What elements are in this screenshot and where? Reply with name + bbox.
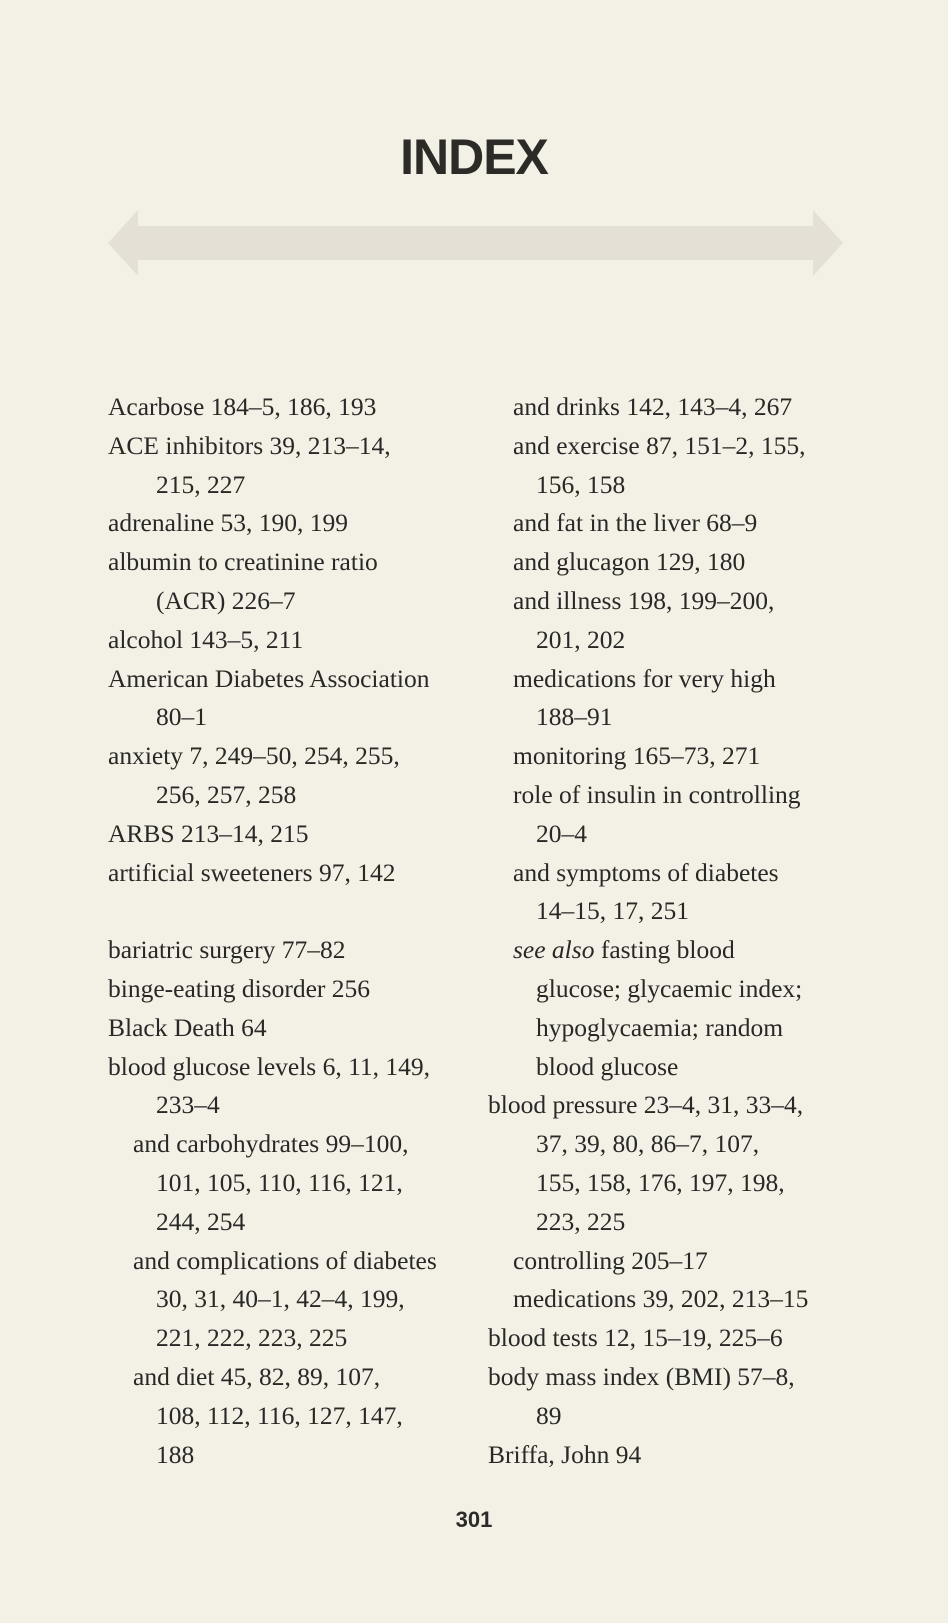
index-entry	[488, 1319, 908, 1358]
page-title: INDEX	[400, 129, 548, 185]
index-entry-text: bariatric surgery 77–82	[108, 935, 346, 965]
index-entry-text: role of insulin in controlling	[513, 779, 801, 809]
index-entry-text: 30, 31, 40–1, 42–4, 199,	[156, 1284, 405, 1314]
index-entry-text: 14–15, 17, 251	[536, 896, 689, 926]
index-entry-text: controlling 205–17	[513, 1245, 708, 1275]
index-subentry	[108, 1358, 488, 1397]
index-entry-text: alcohol 143–5, 211	[108, 624, 304, 654]
index-entry-text: anxiety 7, 249–50, 254, 255,	[108, 741, 400, 771]
index-entry-text: ACE inhibitors 39, 213–14,	[108, 430, 391, 460]
index-entry-text: 155, 158, 176, 197, 198,	[536, 1167, 785, 1197]
index-subentry	[488, 776, 908, 815]
index-subentry	[488, 854, 908, 893]
index-entry-text: and diet 45, 82, 89, 107,	[133, 1361, 381, 1391]
index-subentry	[488, 931, 908, 970]
index-entry	[108, 970, 488, 1009]
index-column-right	[488, 388, 908, 1474]
index-entry	[108, 543, 488, 582]
index-entry-text: and complications of diabetes	[133, 1245, 437, 1275]
index-entry-continuation	[108, 1436, 488, 1475]
index-subentry	[488, 1242, 908, 1281]
index-entry-text: blood pressure 23–4, 31, 33–4,	[488, 1090, 804, 1120]
index-entry-text: 101, 105, 110, 116, 121,	[156, 1167, 403, 1197]
index-subentry	[108, 1242, 488, 1281]
index-entry-continuation	[488, 1009, 908, 1048]
index-entry-continuation	[108, 1164, 488, 1203]
index-entry-text: hypoglycaemia; random	[536, 1012, 784, 1042]
index-entry-text: (ACR) 226–7	[156, 585, 296, 615]
index-subentry	[488, 427, 908, 466]
index-entry-text: 215, 227	[156, 469, 246, 499]
index-entry-continuation	[488, 1203, 908, 1242]
index-entry	[108, 854, 488, 893]
index-entry-continuation	[108, 1397, 488, 1436]
index-entry-text: and drinks 142, 143–4, 267	[513, 392, 793, 421]
index-entry-continuation	[488, 698, 908, 737]
index-entry-text: blood glucose levels 6, 11, 149,	[108, 1051, 431, 1081]
index-entry	[488, 1358, 908, 1397]
index-entry-text: monitoring 165–73, 271	[513, 741, 761, 771]
index-subentry	[488, 504, 908, 543]
index-entry-text: 223, 225	[536, 1206, 626, 1236]
index-entry	[488, 1086, 908, 1125]
index-section-gap	[108, 892, 488, 931]
index-entry-continuation	[108, 582, 488, 621]
index-entry-text: and symptoms of diabetes	[513, 857, 779, 887]
index-entry-text: 188	[156, 1439, 195, 1469]
page-number: 301	[455, 1507, 493, 1532]
index-entry-text: 221, 222, 223, 225	[156, 1323, 348, 1353]
index-entry-text: albumin to creatinine ratio	[108, 547, 378, 577]
index-entry	[488, 1436, 908, 1475]
index-entry-text: medications 39, 202, 213–15	[513, 1284, 809, 1314]
index-entry-text: 244, 254	[156, 1206, 246, 1236]
index-entry-text: 89	[536, 1400, 562, 1430]
index-entry-text: 201, 202	[536, 624, 626, 654]
index-subentry	[488, 1280, 908, 1319]
index-entry-text: 20–4	[536, 818, 587, 848]
index-entry	[108, 815, 488, 854]
index-entry-text: ARBS 213–14, 215	[108, 818, 309, 848]
index-entry-continuation	[488, 815, 908, 854]
index-entry	[108, 1009, 488, 1048]
index-entry-text: and carbohydrates 99–100,	[133, 1129, 409, 1159]
index-entry	[108, 737, 488, 776]
index-entry-continuation	[108, 1086, 488, 1125]
index-entry-continuation	[488, 1164, 908, 1203]
index-entry-text: 80–1	[156, 702, 207, 732]
index-entry-continuation	[108, 698, 488, 737]
index-entry-continuation	[488, 1048, 908, 1087]
index-entry-text: artificial sweeteners 97, 142	[108, 857, 396, 887]
index-entry-text: adrenaline 53, 190, 199	[108, 508, 349, 538]
cross-reference-label: see also	[513, 935, 595, 965]
double-arrow-ornament	[108, 210, 843, 276]
index-subentry	[488, 388, 908, 427]
index-column-left	[108, 388, 488, 1474]
index-entry	[108, 427, 488, 466]
index-entry-text: Briffa, John 94	[488, 1439, 642, 1469]
index-entry-text: blood tests 12, 15–19, 225–6	[488, 1323, 783, 1353]
index-entry-continuation	[488, 1125, 908, 1164]
index-entry-text: and glucagon 129, 180	[513, 547, 746, 577]
index-entry-text: fasting blood	[594, 935, 735, 965]
index-entry-text: and exercise 87, 151–2, 155,	[513, 430, 806, 460]
index-entry-continuation	[108, 1280, 488, 1319]
index-entry-text: 37, 39, 80, 86–7, 107,	[536, 1129, 760, 1159]
index-subentry	[488, 660, 908, 699]
index-entry-continuation	[108, 466, 488, 505]
index-entry-text: 108, 112, 116, 127, 147,	[156, 1400, 403, 1430]
index-entry	[108, 660, 488, 699]
index-entry	[108, 504, 488, 543]
index-entry-continuation	[488, 466, 908, 505]
index-entry-continuation	[108, 1203, 488, 1242]
index-subentry	[488, 737, 908, 776]
index-entry	[108, 388, 488, 427]
index-entry-text: binge-eating disorder 256	[108, 973, 371, 1003]
index-entry-text: body mass index (BMI) 57–8,	[488, 1361, 795, 1391]
index-entry	[108, 931, 488, 970]
index-entry-continuation	[488, 892, 908, 931]
index-entry-text: blood glucose	[536, 1051, 679, 1081]
index-entry-text: American Diabetes Association	[108, 663, 430, 693]
index-entry-text: Acarbose 184–5, 186, 193	[108, 392, 377, 421]
index-entry-text: Black Death 64	[108, 1012, 267, 1042]
index-subentry	[488, 543, 908, 582]
index-subentry	[108, 1125, 488, 1164]
index-entry-text: medications for very high	[513, 663, 776, 693]
index-entry-continuation	[488, 1397, 908, 1436]
index-entry-text: 256, 257, 258	[156, 779, 297, 809]
index-entry-text: 188–91	[536, 702, 613, 732]
index-entry-continuation	[108, 776, 488, 815]
index-entry-text: and fat in the liver 68–9	[513, 508, 758, 538]
index-entry-continuation	[108, 1319, 488, 1358]
index-entry	[108, 621, 488, 660]
index-entry-text: 233–4	[156, 1090, 220, 1120]
index-subentry	[488, 582, 908, 621]
index-entry-text: and illness 198, 199–200,	[513, 585, 775, 615]
index-entry-text: glucose; glycaemic index;	[536, 973, 803, 1003]
index-entry	[108, 1048, 488, 1087]
index-entry-text: 156, 158	[536, 469, 626, 499]
index-entry-continuation	[488, 621, 908, 660]
index-entry-continuation	[488, 970, 908, 1009]
